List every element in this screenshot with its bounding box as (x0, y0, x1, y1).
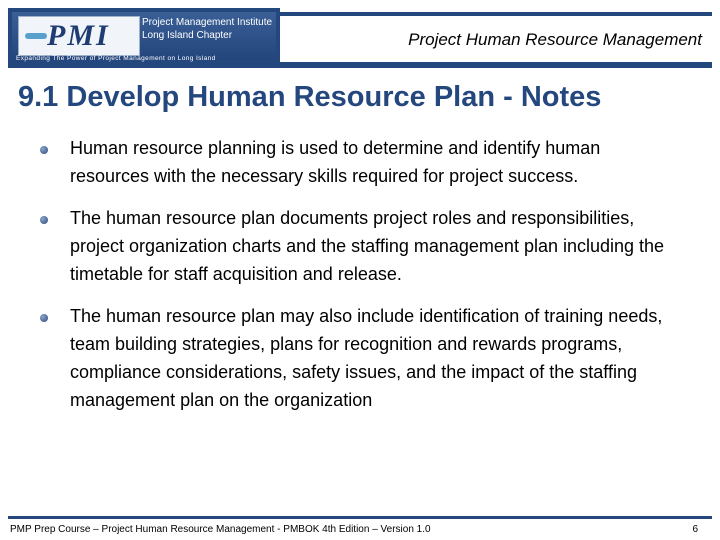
bullet-text: Human resource planning is used to determine and identify human resources with the necessary skills required for project success. (70, 138, 601, 186)
bullet-dot-icon (40, 216, 48, 224)
header-title: Project Human Resource Management (408, 30, 702, 49)
bullet-text: The human resource plan documents project roles and responsibilities, project organization charts and the staffing management plan including the timetable for staff acquisition and release. (70, 208, 665, 284)
bullet-dot-icon (40, 146, 48, 154)
header-divider (8, 62, 712, 68)
bullet-text: The human resource plan may also include identification of training needs, team building strategies, plans for recognition and rewards programs, compliance considerations, safety issues, and the impact of the staffing management plan on the organization (70, 306, 663, 410)
bullet-item (38, 302, 678, 414)
bullet-item (38, 204, 678, 288)
long-island-map-icon (25, 33, 47, 39)
pmi-logo (8, 8, 280, 64)
logo-badge (18, 16, 140, 56)
logo-panel (12, 12, 276, 60)
header-rule-top (280, 12, 712, 16)
footer-text: PMP Prep Course – Project Human Resource Management - PMBOK 4th Edition – Version 1.0 (10, 524, 431, 535)
logo-tagline: Expanding The Power of Project Management on Long Island (16, 55, 216, 62)
page-number: 6 (692, 524, 698, 535)
bullet-list (38, 134, 678, 428)
footer-divider (8, 516, 712, 519)
slide-title: 9.1 Develop Human Resource Plan - Notes (18, 81, 602, 113)
bullet-dot-icon (40, 314, 48, 322)
logo-title: Project Management Institute (142, 17, 273, 28)
logo-subtitle: Long Island Chapter (142, 30, 233, 41)
logo-wordmark: PMI (47, 19, 110, 52)
bullet-item (38, 134, 678, 190)
